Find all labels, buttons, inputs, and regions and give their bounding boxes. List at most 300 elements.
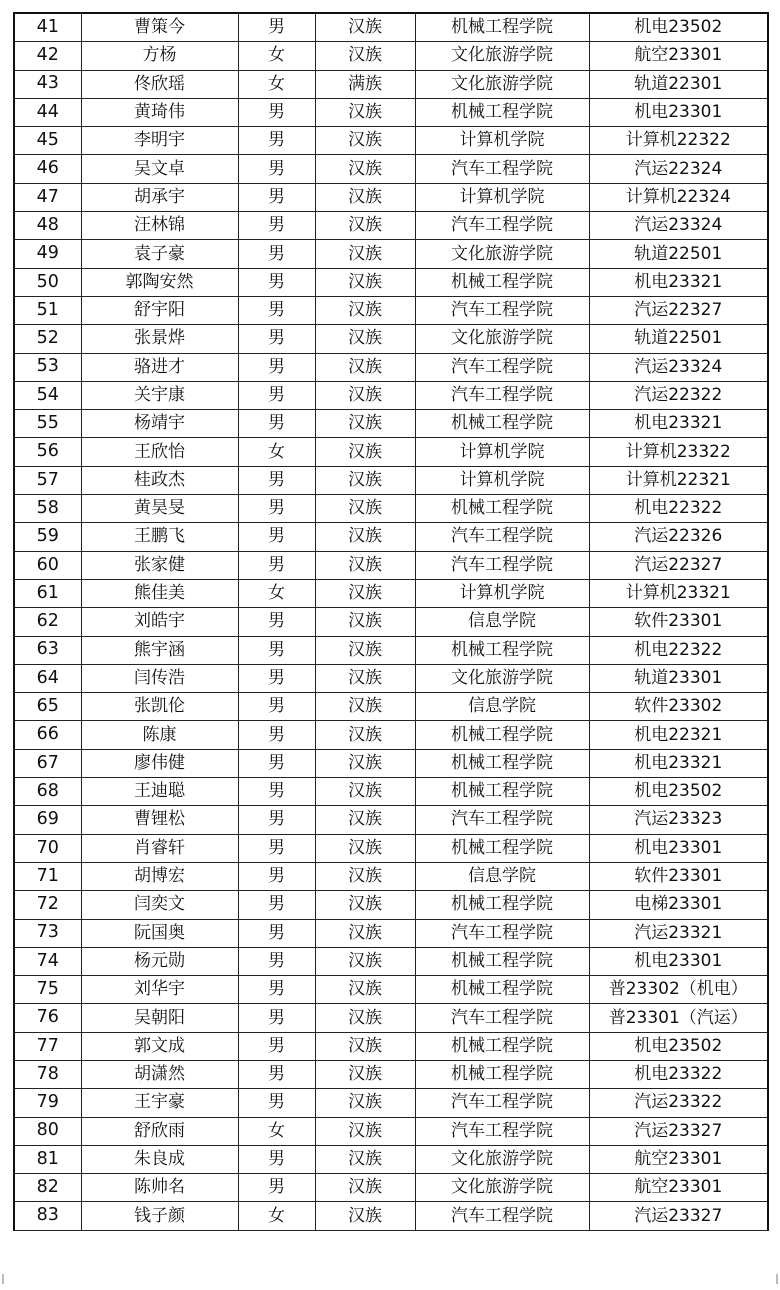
gender-cell: 男	[238, 212, 315, 240]
student-name-cell: 李明宇	[81, 127, 238, 155]
college-cell: 机械工程学院	[415, 495, 589, 523]
table-row	[14, 806, 768, 834]
student-name-cell: 杨靖宇	[81, 410, 238, 438]
table-row	[14, 551, 768, 579]
table-row	[14, 1004, 768, 1032]
gender-cell: 男	[238, 664, 315, 692]
ethnicity-cell: 汉族	[315, 579, 415, 607]
ethnicity-cell: 汉族	[315, 1145, 415, 1173]
ethnicity-cell: 汉族	[315, 721, 415, 749]
college-cell: 机械工程学院	[415, 410, 589, 438]
ethnicity-cell: 汉族	[315, 466, 415, 494]
college-cell: 机械工程学院	[415, 721, 589, 749]
table-row	[14, 438, 768, 466]
ethnicity-cell: 汉族	[315, 240, 415, 268]
college-cell: 信息学院	[415, 693, 589, 721]
table-row	[14, 98, 768, 126]
student-number-cell: 72	[14, 891, 81, 919]
ethnicity-cell: 汉族	[315, 381, 415, 409]
ethnicity-cell: 汉族	[315, 495, 415, 523]
college-cell: 汽车工程学院	[415, 1117, 589, 1145]
student-number-cell: 60	[14, 551, 81, 579]
student-number-cell: 41	[14, 13, 81, 42]
student-name-cell: 陈帅名	[81, 1174, 238, 1202]
college-cell: 机械工程学院	[415, 13, 589, 42]
ethnicity-cell: 汉族	[315, 1004, 415, 1032]
table-row	[14, 381, 768, 409]
college-cell: 信息学院	[415, 608, 589, 636]
class-cell: 汽运23322	[589, 1089, 768, 1117]
student-number-cell: 67	[14, 749, 81, 777]
page-edge-mark-left	[2, 1274, 4, 1284]
gender-cell: 男	[238, 1145, 315, 1173]
class-cell: 机电23502	[589, 13, 768, 42]
student-number-cell: 52	[14, 325, 81, 353]
class-cell: 航空23301	[589, 42, 768, 70]
college-cell: 汽车工程学院	[415, 1004, 589, 1032]
student-roster-table	[13, 12, 769, 1231]
student-name-cell: 张凯伦	[81, 693, 238, 721]
table-row	[14, 1032, 768, 1060]
college-cell: 计算机学院	[415, 466, 589, 494]
student-name-cell: 廖伟健	[81, 749, 238, 777]
table-row	[14, 947, 768, 975]
ethnicity-cell: 汉族	[315, 636, 415, 664]
college-cell: 机械工程学院	[415, 976, 589, 1004]
gender-cell: 男	[238, 296, 315, 324]
college-cell: 汽车工程学院	[415, 551, 589, 579]
ethnicity-cell: 汉族	[315, 1032, 415, 1060]
student-name-cell: 方杨	[81, 42, 238, 70]
ethnicity-cell: 汉族	[315, 976, 415, 1004]
table-row	[14, 1117, 768, 1145]
college-cell: 文化旅游学院	[415, 1174, 589, 1202]
student-name-cell: 佟欣瑶	[81, 70, 238, 98]
ethnicity-cell: 汉族	[315, 1060, 415, 1088]
ethnicity-cell: 汉族	[315, 183, 415, 211]
gender-cell: 女	[238, 70, 315, 98]
table-row	[14, 353, 768, 381]
table-row	[14, 1174, 768, 1202]
student-name-cell: 朱良成	[81, 1145, 238, 1173]
gender-cell: 男	[238, 608, 315, 636]
gender-cell: 男	[238, 127, 315, 155]
table-row	[14, 1089, 768, 1117]
gender-cell: 男	[238, 636, 315, 664]
class-cell: 机电23321	[589, 268, 768, 296]
gender-cell: 男	[238, 693, 315, 721]
gender-cell: 男	[238, 1060, 315, 1088]
ethnicity-cell: 汉族	[315, 523, 415, 551]
table-row	[14, 240, 768, 268]
student-name-cell: 王迪聪	[81, 778, 238, 806]
class-cell: 轨道22501	[589, 240, 768, 268]
class-cell: 机电23502	[589, 1032, 768, 1060]
college-cell: 汽车工程学院	[415, 1202, 589, 1230]
gender-cell: 女	[238, 42, 315, 70]
class-cell: 机电23322	[589, 1060, 768, 1088]
ethnicity-cell: 汉族	[315, 98, 415, 126]
gender-cell: 男	[238, 325, 315, 353]
college-cell: 机械工程学院	[415, 749, 589, 777]
student-name-cell: 黄昊旻	[81, 495, 238, 523]
student-number-cell: 57	[14, 466, 81, 494]
table-row	[14, 636, 768, 664]
college-cell: 机械工程学院	[415, 268, 589, 296]
student-number-cell: 83	[14, 1202, 81, 1230]
college-cell: 计算机学院	[415, 579, 589, 607]
class-cell: 轨道23301	[589, 664, 768, 692]
gender-cell: 男	[238, 778, 315, 806]
ethnicity-cell: 汉族	[315, 919, 415, 947]
class-cell: 计算机22322	[589, 127, 768, 155]
student-number-cell: 53	[14, 353, 81, 381]
gender-cell: 男	[238, 410, 315, 438]
student-name-cell: 熊宇涵	[81, 636, 238, 664]
gender-cell: 男	[238, 806, 315, 834]
ethnicity-cell: 汉族	[315, 664, 415, 692]
class-cell: 计算机22324	[589, 183, 768, 211]
ethnicity-cell: 汉族	[315, 834, 415, 862]
gender-cell: 男	[238, 1004, 315, 1032]
table-row	[14, 13, 768, 42]
college-cell: 机械工程学院	[415, 947, 589, 975]
table-row	[14, 721, 768, 749]
college-cell: 机械工程学院	[415, 778, 589, 806]
student-name-cell: 王欣怡	[81, 438, 238, 466]
class-cell: 机电22322	[589, 495, 768, 523]
college-cell: 机械工程学院	[415, 636, 589, 664]
gender-cell: 男	[238, 381, 315, 409]
table-row	[14, 296, 768, 324]
student-number-cell: 42	[14, 42, 81, 70]
class-cell: 轨道22501	[589, 325, 768, 353]
class-cell: 汽运23324	[589, 353, 768, 381]
class-cell: 轨道22301	[589, 70, 768, 98]
class-cell: 机电23301	[589, 98, 768, 126]
ethnicity-cell: 汉族	[315, 1117, 415, 1145]
ethnicity-cell: 汉族	[315, 268, 415, 296]
ethnicity-cell: 汉族	[315, 155, 415, 183]
table-row	[14, 183, 768, 211]
table-row	[14, 70, 768, 98]
class-cell: 机电22321	[589, 721, 768, 749]
student-name-cell: 陈康	[81, 721, 238, 749]
student-number-cell: 64	[14, 664, 81, 692]
college-cell: 信息学院	[415, 862, 589, 890]
ethnicity-cell: 汉族	[315, 325, 415, 353]
college-cell: 文化旅游学院	[415, 325, 589, 353]
ethnicity-cell: 汉族	[315, 862, 415, 890]
class-cell: 计算机23321	[589, 579, 768, 607]
college-cell: 计算机学院	[415, 183, 589, 211]
student-name-cell: 汪林锦	[81, 212, 238, 240]
table-row	[14, 1202, 768, 1230]
college-cell: 汽车工程学院	[415, 1089, 589, 1117]
student-number-cell: 65	[14, 693, 81, 721]
table-row	[14, 410, 768, 438]
student-number-cell: 68	[14, 778, 81, 806]
class-cell: 航空23301	[589, 1174, 768, 1202]
student-name-cell: 关宇康	[81, 381, 238, 409]
table-row	[14, 155, 768, 183]
ethnicity-cell: 汉族	[315, 353, 415, 381]
college-cell: 汽车工程学院	[415, 381, 589, 409]
college-cell: 文化旅游学院	[415, 70, 589, 98]
gender-cell: 女	[238, 1202, 315, 1230]
table-row	[14, 1145, 768, 1173]
student-number-cell: 77	[14, 1032, 81, 1060]
student-number-cell: 75	[14, 976, 81, 1004]
gender-cell: 女	[238, 438, 315, 466]
class-cell: 软件23301	[589, 862, 768, 890]
student-number-cell: 61	[14, 579, 81, 607]
student-number-cell: 44	[14, 98, 81, 126]
gender-cell: 男	[238, 183, 315, 211]
table-row	[14, 778, 768, 806]
ethnicity-cell: 汉族	[315, 438, 415, 466]
student-number-cell: 76	[14, 1004, 81, 1032]
table-row	[14, 268, 768, 296]
student-name-cell: 张景烨	[81, 325, 238, 353]
ethnicity-cell: 汉族	[315, 608, 415, 636]
ethnicity-cell: 汉族	[315, 127, 415, 155]
class-cell: 汽运22327	[589, 296, 768, 324]
student-name-cell: 张家健	[81, 551, 238, 579]
student-number-cell: 74	[14, 947, 81, 975]
student-name-cell: 刘皓宇	[81, 608, 238, 636]
student-name-cell: 钱子颜	[81, 1202, 238, 1230]
class-cell: 汽运23323	[589, 806, 768, 834]
student-name-cell: 曹策今	[81, 13, 238, 42]
class-cell: 计算机22321	[589, 466, 768, 494]
gender-cell: 男	[238, 495, 315, 523]
college-cell: 机械工程学院	[415, 1060, 589, 1088]
class-cell: 航空23301	[589, 1145, 768, 1173]
student-name-cell: 杨元勋	[81, 947, 238, 975]
student-name-cell: 闫传浩	[81, 664, 238, 692]
college-cell: 汽车工程学院	[415, 212, 589, 240]
student-number-cell: 54	[14, 381, 81, 409]
student-number-cell: 71	[14, 862, 81, 890]
student-name-cell: 骆进才	[81, 353, 238, 381]
student-number-cell: 43	[14, 70, 81, 98]
student-name-cell: 黄琦伟	[81, 98, 238, 126]
ethnicity-cell: 汉族	[315, 749, 415, 777]
page-edge-mark-right	[776, 1274, 778, 1284]
table-row	[14, 891, 768, 919]
class-cell: 汽运23327	[589, 1202, 768, 1230]
gender-cell: 男	[238, 1032, 315, 1060]
class-cell: 机电23502	[589, 778, 768, 806]
class-cell: 机电23321	[589, 749, 768, 777]
table-row	[14, 693, 768, 721]
college-cell: 汽车工程学院	[415, 919, 589, 947]
ethnicity-cell: 汉族	[315, 1174, 415, 1202]
student-number-cell: 51	[14, 296, 81, 324]
class-cell: 计算机23322	[589, 438, 768, 466]
gender-cell: 男	[238, 919, 315, 947]
student-number-cell: 46	[14, 155, 81, 183]
gender-cell: 男	[238, 862, 315, 890]
table-row	[14, 42, 768, 70]
student-number-cell: 49	[14, 240, 81, 268]
college-cell: 计算机学院	[415, 127, 589, 155]
class-cell: 汽运22326	[589, 523, 768, 551]
college-cell: 机械工程学院	[415, 891, 589, 919]
table-row	[14, 212, 768, 240]
student-number-cell: 59	[14, 523, 81, 551]
student-name-cell: 吴朝阳	[81, 1004, 238, 1032]
gender-cell: 男	[238, 268, 315, 296]
class-cell: 汽运22327	[589, 551, 768, 579]
student-name-cell: 桂政杰	[81, 466, 238, 494]
ethnicity-cell: 汉族	[315, 891, 415, 919]
college-cell: 机械工程学院	[415, 834, 589, 862]
student-number-cell: 56	[14, 438, 81, 466]
student-number-cell: 82	[14, 1174, 81, 1202]
ethnicity-cell: 汉族	[315, 1089, 415, 1117]
student-name-cell: 袁子豪	[81, 240, 238, 268]
ethnicity-cell: 汉族	[315, 1202, 415, 1230]
class-cell: 普23301（汽运）	[589, 1004, 768, 1032]
college-cell: 汽车工程学院	[415, 155, 589, 183]
class-cell: 汽运23324	[589, 212, 768, 240]
ethnicity-cell: 汉族	[315, 13, 415, 42]
class-cell: 机电22322	[589, 636, 768, 664]
gender-cell: 男	[238, 551, 315, 579]
college-cell: 文化旅游学院	[415, 240, 589, 268]
student-number-cell: 45	[14, 127, 81, 155]
student-name-cell: 肖睿轩	[81, 834, 238, 862]
student-number-cell: 66	[14, 721, 81, 749]
student-name-cell: 舒欣雨	[81, 1117, 238, 1145]
college-cell: 文化旅游学院	[415, 42, 589, 70]
student-name-cell: 吴文卓	[81, 155, 238, 183]
student-number-cell: 47	[14, 183, 81, 211]
gender-cell: 女	[238, 1117, 315, 1145]
class-cell: 汽运23327	[589, 1117, 768, 1145]
table-row	[14, 862, 768, 890]
college-cell: 计算机学院	[415, 438, 589, 466]
student-name-cell: 舒宇阳	[81, 296, 238, 324]
student-number-cell: 50	[14, 268, 81, 296]
college-cell: 机械工程学院	[415, 98, 589, 126]
ethnicity-cell: 汉族	[315, 551, 415, 579]
class-cell: 汽运22324	[589, 155, 768, 183]
student-number-cell: 55	[14, 410, 81, 438]
gender-cell: 男	[238, 13, 315, 42]
gender-cell: 男	[238, 353, 315, 381]
gender-cell: 男	[238, 749, 315, 777]
ethnicity-cell: 汉族	[315, 778, 415, 806]
student-name-cell: 郭文成	[81, 1032, 238, 1060]
class-cell: 普23302（机电）	[589, 976, 768, 1004]
table-row	[14, 834, 768, 862]
gender-cell: 男	[238, 1174, 315, 1202]
table-row	[14, 325, 768, 353]
student-number-cell: 79	[14, 1089, 81, 1117]
table-row	[14, 749, 768, 777]
student-name-cell: 熊佳美	[81, 579, 238, 607]
table-row	[14, 466, 768, 494]
gender-cell: 女	[238, 579, 315, 607]
ethnicity-cell: 汉族	[315, 42, 415, 70]
table-row	[14, 608, 768, 636]
gender-cell: 男	[238, 1089, 315, 1117]
gender-cell: 男	[238, 834, 315, 862]
student-name-cell: 王鹏飞	[81, 523, 238, 551]
class-cell: 机电23301	[589, 947, 768, 975]
student-name-cell: 王宇豪	[81, 1089, 238, 1117]
student-name-cell: 胡潇然	[81, 1060, 238, 1088]
gender-cell: 男	[238, 523, 315, 551]
college-cell: 汽车工程学院	[415, 806, 589, 834]
class-cell: 机电23301	[589, 834, 768, 862]
ethnicity-cell: 汉族	[315, 296, 415, 324]
ethnicity-cell: 汉族	[315, 947, 415, 975]
student-name-cell: 胡博宏	[81, 862, 238, 890]
college-cell: 文化旅游学院	[415, 1145, 589, 1173]
student-name-cell: 郭陶安然	[81, 268, 238, 296]
college-cell: 机械工程学院	[415, 1032, 589, 1060]
ethnicity-cell: 汉族	[315, 693, 415, 721]
roster-body	[14, 13, 768, 1230]
student-number-cell: 58	[14, 495, 81, 523]
college-cell: 文化旅游学院	[415, 664, 589, 692]
class-cell: 机电23321	[589, 410, 768, 438]
class-cell: 软件23302	[589, 693, 768, 721]
table-row	[14, 127, 768, 155]
table-row	[14, 579, 768, 607]
student-name-cell: 曹锂松	[81, 806, 238, 834]
table-row	[14, 523, 768, 551]
student-name-cell: 闫奕文	[81, 891, 238, 919]
student-name-cell: 刘华宇	[81, 976, 238, 1004]
student-number-cell: 78	[14, 1060, 81, 1088]
gender-cell: 男	[238, 976, 315, 1004]
class-cell: 汽运23321	[589, 919, 768, 947]
student-number-cell: 69	[14, 806, 81, 834]
student-name-cell: 胡承宇	[81, 183, 238, 211]
ethnicity-cell: 满族	[315, 70, 415, 98]
table-row	[14, 664, 768, 692]
gender-cell: 男	[238, 240, 315, 268]
student-number-cell: 73	[14, 919, 81, 947]
student-number-cell: 80	[14, 1117, 81, 1145]
student-number-cell: 62	[14, 608, 81, 636]
table-row	[14, 495, 768, 523]
table-row	[14, 919, 768, 947]
class-cell: 电梯23301	[589, 891, 768, 919]
college-cell: 汽车工程学院	[415, 296, 589, 324]
gender-cell: 男	[238, 721, 315, 749]
student-number-cell: 70	[14, 834, 81, 862]
gender-cell: 男	[238, 466, 315, 494]
student-number-cell: 48	[14, 212, 81, 240]
student-number-cell: 63	[14, 636, 81, 664]
gender-cell: 男	[238, 947, 315, 975]
ethnicity-cell: 汉族	[315, 410, 415, 438]
ethnicity-cell: 汉族	[315, 806, 415, 834]
college-cell: 汽车工程学院	[415, 353, 589, 381]
student-name-cell: 阮国奥	[81, 919, 238, 947]
table-row	[14, 976, 768, 1004]
class-cell: 软件23301	[589, 608, 768, 636]
class-cell: 汽运22322	[589, 381, 768, 409]
student-number-cell: 81	[14, 1145, 81, 1173]
table-row	[14, 1060, 768, 1088]
